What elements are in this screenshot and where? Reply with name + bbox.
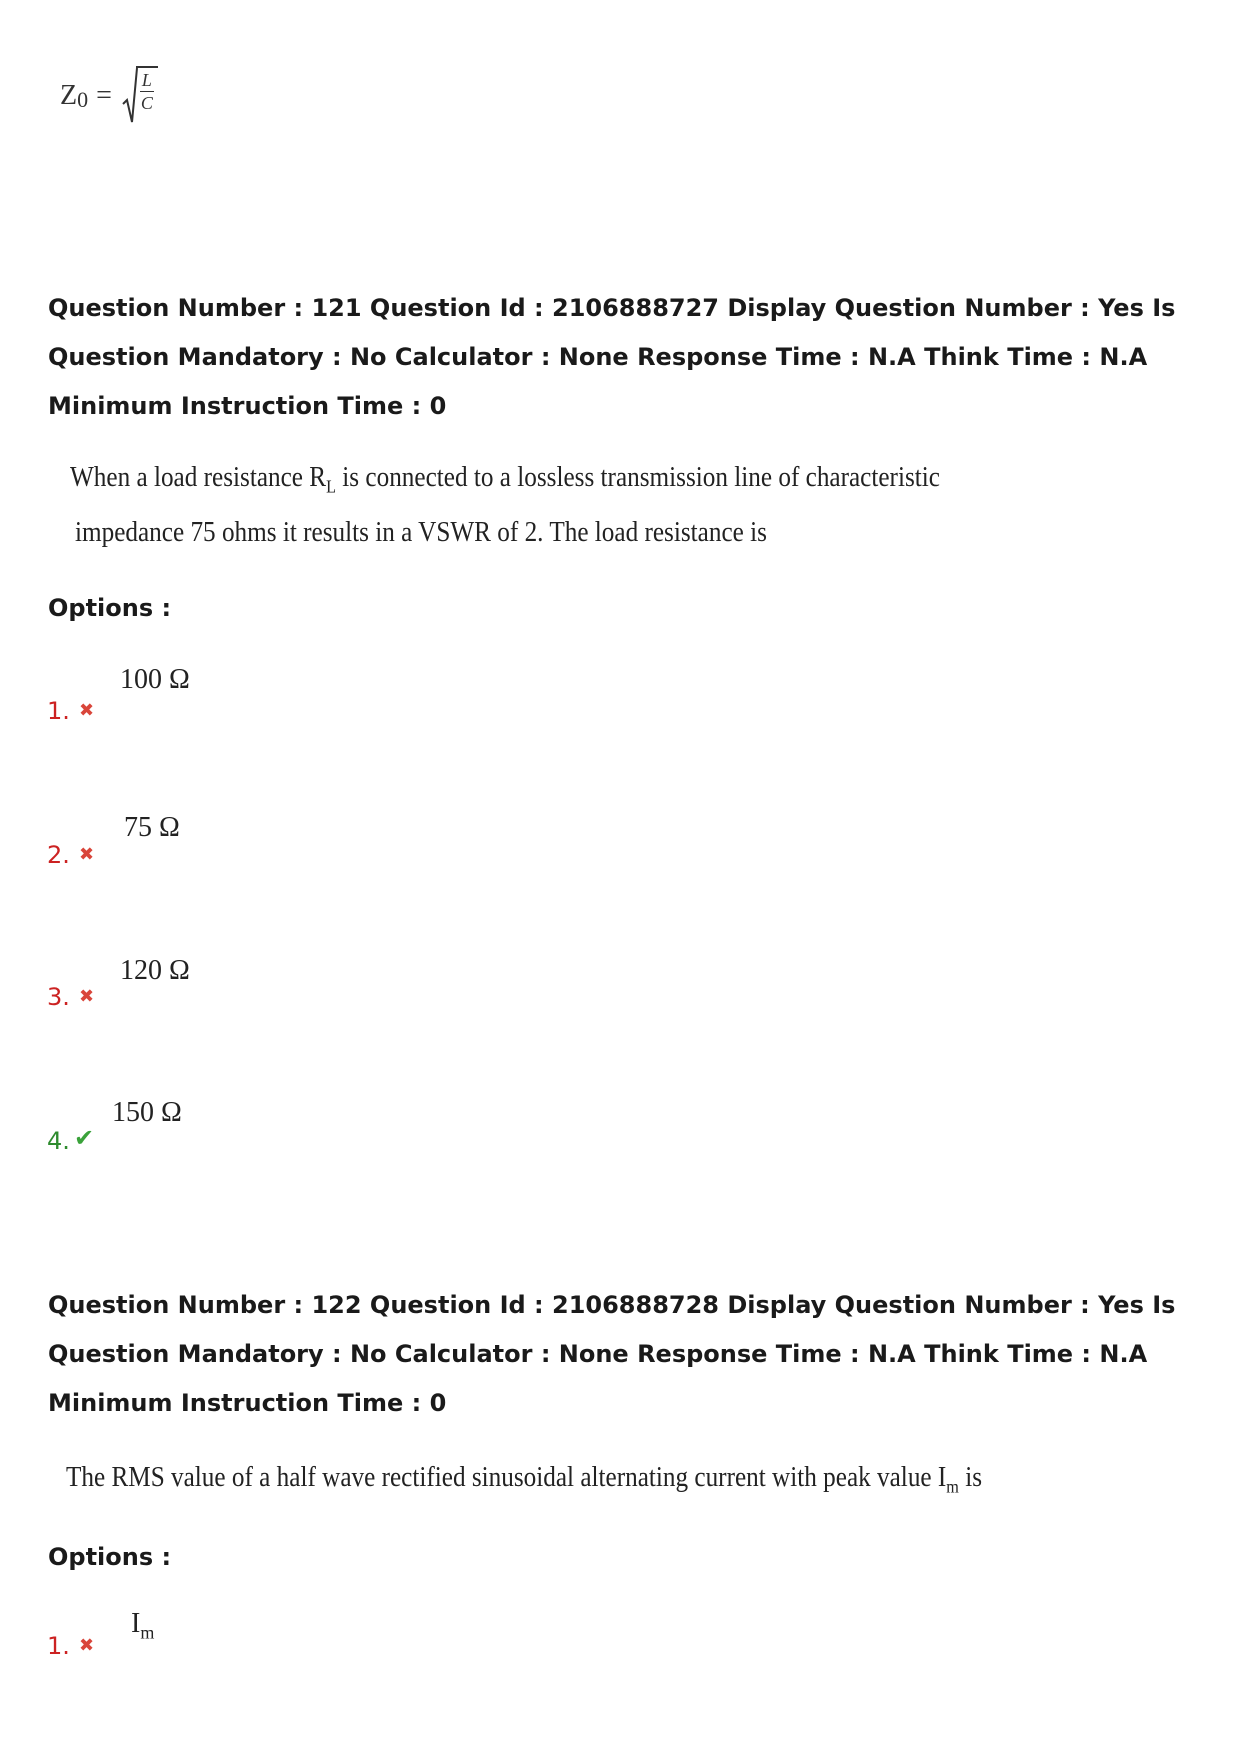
check-icon: ✔ <box>74 1124 95 1152</box>
formula-lhs: Z <box>60 80 78 111</box>
question-text-part: The RMS value of a half wave rectified sinusoidal alternating current with peak value I <box>66 1462 947 1493</box>
question-text-121-line2: impedance 75 ohms it results in a VSWR of 2. The load resistance is <box>75 517 767 548</box>
question-text-part: is <box>958 1462 983 1493</box>
question-header-121: Question Number : 121 Question Id : 2106888727 Display Question Number : Yes Is Question Mandatory : No Calculator : None Response Time : N.A Think Time : N.A Minimum Instruction Time : 0 <box>48 294 1176 420</box>
sqrt-symbol <box>122 66 158 126</box>
question-text-122 <box>66 1462 982 1498</box>
formula-z0 <box>60 66 158 126</box>
options-label: Options : <box>48 1543 172 1571</box>
fraction-denominator: C <box>140 93 153 113</box>
option-value: 75 Ω <box>124 812 180 843</box>
option-value: 150 Ω <box>112 1097 182 1128</box>
formula-lhs-sub: 0 <box>77 87 89 112</box>
option-number: 1. <box>47 1632 70 1660</box>
options-label: Options : <box>48 594 172 622</box>
option-number: 3. <box>47 983 70 1011</box>
fraction <box>136 66 158 126</box>
question-text-part: When a load resistance R <box>70 462 327 493</box>
question-text-part: is connected to a lossless transmission line of characteristic <box>336 462 940 493</box>
fraction-numerator: L <box>141 70 152 90</box>
cross-icon: ✖ <box>79 844 95 865</box>
cross-icon: ✖ <box>79 700 95 721</box>
option-number: 4. <box>47 1127 70 1155</box>
subscript: L <box>326 476 337 497</box>
subscript: m <box>140 1622 155 1643</box>
option-value: 100 Ω <box>120 664 190 695</box>
question-header-122: Question Number : 122 Question Id : 2106888728 Display Question Number : Yes Is Question Mandatory : No Calculator : None Response Time : N.A Think Time : N.A Minimum Instruction Time : 0 <box>48 1291 1176 1417</box>
cross-icon: ✖ <box>79 1635 95 1656</box>
subscript: m <box>946 1476 959 1497</box>
option-value <box>131 1608 154 1644</box>
option-number: 1. <box>47 697 70 725</box>
question-text-121-line1 <box>70 462 940 498</box>
option-value-main: I <box>131 1608 141 1639</box>
formula-equals: = <box>96 80 112 111</box>
cross-icon: ✖ <box>79 986 95 1007</box>
option-number: 2. <box>47 841 70 869</box>
option-value: 120 Ω <box>120 955 190 986</box>
